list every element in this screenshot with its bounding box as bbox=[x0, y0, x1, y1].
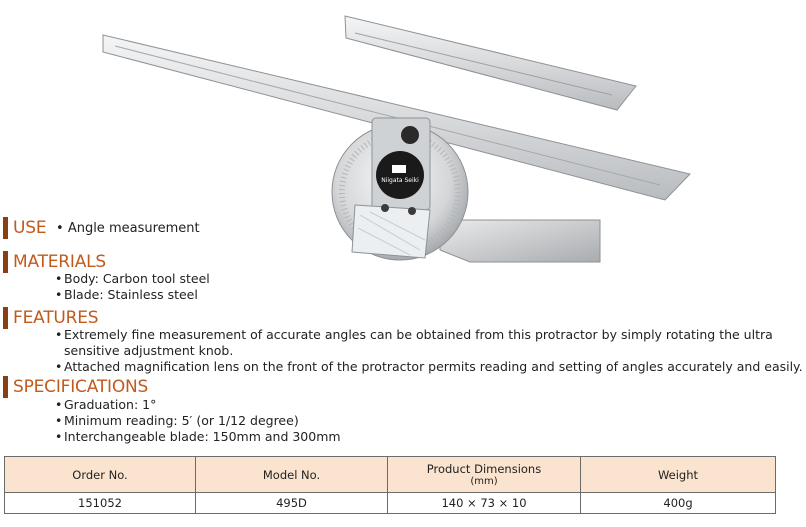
header-dimensions: Product Dimensions (mm) bbox=[388, 457, 581, 493]
table-header-row bbox=[5, 457, 776, 493]
use-title: USE bbox=[13, 218, 47, 238]
section-marker bbox=[3, 217, 8, 239]
features-title: FEATURES bbox=[13, 308, 99, 328]
cell-dimensions: 140 × 73 × 10 bbox=[388, 493, 581, 514]
list-item: • Graduation: 1° bbox=[55, 397, 157, 412]
stock-arm-shape bbox=[440, 220, 600, 262]
specifications-list bbox=[55, 397, 341, 445]
list-item: • Extremely fine measurement of accurate angles can be obtained from this protractor by simply rotating the ultra sensitive adjustment knob. bbox=[55, 327, 773, 358]
features-section-heading bbox=[3, 307, 98, 329]
cell-weight: 400g bbox=[581, 493, 776, 514]
use-text: Angle measurement bbox=[67, 221, 200, 236]
header-weight: Weight bbox=[581, 457, 776, 493]
brand-logo-text: Niigata Seiki bbox=[381, 177, 419, 184]
materials-list bbox=[55, 271, 210, 303]
use-section-heading bbox=[3, 217, 46, 239]
materials-title: MATERIALS bbox=[13, 252, 107, 272]
features-list bbox=[55, 327, 803, 375]
header-model-no: Model No. bbox=[196, 457, 388, 493]
spare-blade-shape bbox=[345, 16, 636, 110]
section-marker bbox=[3, 307, 8, 329]
list-item: • Interchangeable blade: 150mm and 300mm bbox=[55, 429, 341, 444]
cell-order-no: 151052 bbox=[5, 493, 196, 514]
spec-table bbox=[4, 456, 776, 514]
list-item: • Body: Carbon tool steel bbox=[55, 271, 210, 286]
materials-section-heading bbox=[3, 251, 106, 273]
table-row bbox=[5, 493, 776, 514]
cell-model-no: 495D bbox=[196, 493, 388, 514]
specifications-title: SPECIFICATIONS bbox=[13, 377, 149, 397]
use-item: • Angle measurement bbox=[56, 221, 200, 236]
list-item: • Attached magnification lens on the front of the protractor permits reading and setting of angles accurately and easily. bbox=[55, 359, 803, 374]
dimensions-unit: (mm) bbox=[470, 476, 498, 487]
list-item: • Minimum reading: 5′ (or 1/12 degree) bbox=[55, 413, 299, 428]
section-marker bbox=[3, 376, 8, 398]
header-order-no: Order No. bbox=[5, 457, 196, 493]
section-marker bbox=[3, 251, 8, 273]
specifications-section-heading bbox=[3, 376, 148, 398]
list-item: • Blade: Stainless steel bbox=[55, 287, 198, 302]
